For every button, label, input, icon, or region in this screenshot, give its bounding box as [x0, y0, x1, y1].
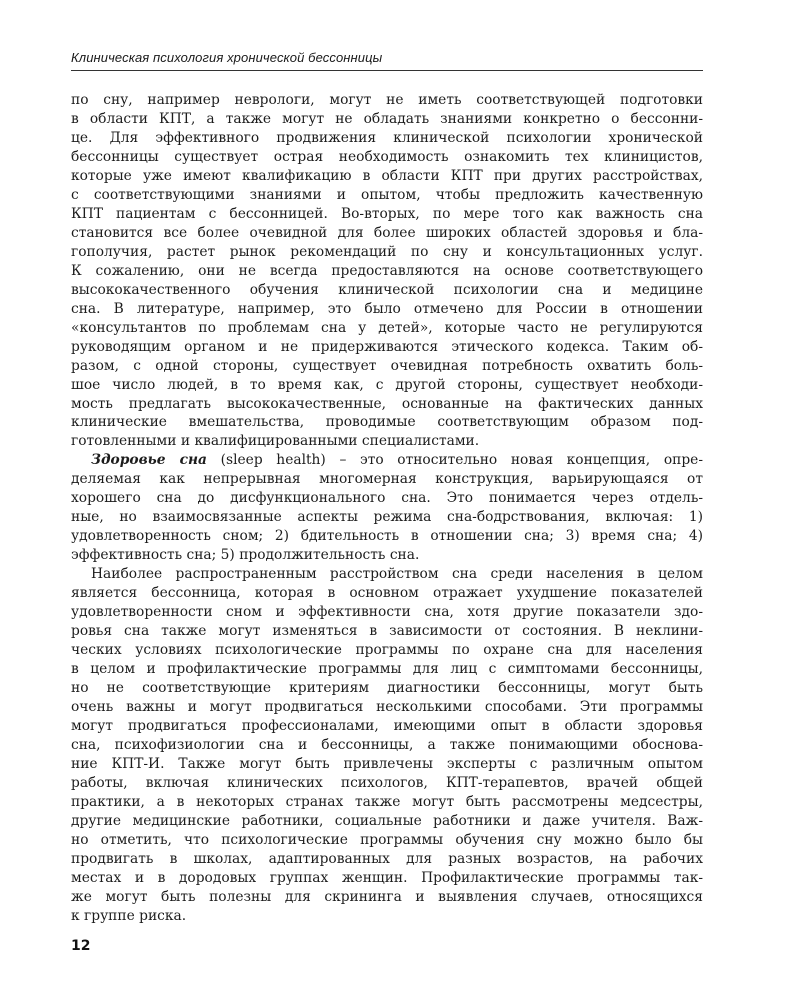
text-line: мость предлагать высококачественные, основанные на фактических данных	[71, 395, 703, 412]
paragraph-2	[71, 451, 703, 565]
text-line: же могут быть полезны для скрининга и выявления случаев, относящихся	[71, 888, 703, 905]
term-definition-start: (sleep health) – это относительно новая концепция, опре-	[207, 452, 703, 469]
page-number: 12	[71, 938, 91, 954]
text-line: ческих условиях психологические программы по охране сна для населения	[71, 642, 703, 659]
text-line: К сожалению, они не всегда предоставляются на основе соответствующего	[71, 262, 703, 279]
running-header: Клиническая психология хронической бессонницы	[71, 50, 383, 65]
text-line: гополучия, растет рынок рекомендаций по сну и консультационных услуг.	[71, 243, 703, 260]
text-line: сна. В литературе, например, это было отмечено для России в отношении	[71, 300, 703, 317]
paragraph-3	[71, 565, 703, 925]
text-line: ние КПТ-И. Также могут быть привлечены эксперты с различным опытом	[71, 755, 703, 772]
text-line: могут продвигаться профессионалами, имеющими опыт в области здоровья	[71, 717, 703, 734]
text-line: руководящим органом и не придерживаются этического кодекса. Таким об-	[71, 338, 703, 355]
text-line: Наиболее распространенным расстройством сна среди населения в целом	[91, 566, 703, 583]
text-line: местах и в дородовых группах женщин. Профилактические программы так-	[71, 869, 703, 886]
text-line: практики, а в некоторых странах также могут быть рассмотрены медсестры,	[71, 793, 703, 810]
paragraph-2-first-line	[71, 451, 703, 470]
text-line: очень важны и могут продвигаться несколькими способами. Эти программы	[71, 699, 703, 715]
text-line: клинические вмешательства, проводимые соответствующим образом под-	[71, 414, 703, 431]
text-line: КПТ пациентам с бессонницей. Во-вторых, по мере того как важность сна	[71, 205, 703, 222]
text-line: в целом и профилактические программы для лиц с симптомами бессонницы,	[71, 661, 703, 678]
text-line: работы, включая клинических психологов, КПТ-терапевтов, врачей общей	[71, 774, 703, 791]
text-line: бессонницы существует острая необходимость ознакомить тех клиницистов,	[71, 148, 703, 165]
text-line: в области КПТ, а также могут не обладать знаниями конкретно о бессонни-	[71, 110, 703, 127]
paragraph-1	[71, 91, 703, 451]
body-text	[71, 91, 703, 926]
text-line: ные, но взаимосвязанные аспекты режима сна-бодрствования, включая: 1)	[71, 509, 703, 526]
text-line: по сну, например неврологи, могут не иметь соответствующей подготовки	[71, 92, 703, 108]
text-line: другие медицинские работники, социальные работники и даже учителя. Важ-	[71, 812, 703, 829]
text-line: разом, с одной стороны, существует очевидная потребность охватить боль-	[71, 357, 703, 374]
header-rule	[71, 70, 703, 71]
text-line: становится все более очевидной для более широких областей здоровья и бла-	[71, 224, 703, 241]
text-line: «консультантов по проблемам сна у детей», которые часто не регулируются	[71, 319, 703, 336]
text-line: продвигать в школах, адаптированных для разных возрастов, на рабочих	[71, 850, 703, 867]
text-line: деляемая как непрерывная многомерная конструкция, варьирующаяся от	[71, 471, 703, 488]
text-line: готовленными и квалифицированными специалистами.	[71, 433, 480, 450]
text-line: к группе риска.	[71, 907, 187, 924]
text-line: ровья сна также могут изменяться в зависимости от состояния. В неклини-	[71, 623, 703, 640]
text-line: удовлетворенность сном; 2) бдительность в отношении сна; 3) время сна; 4)	[71, 528, 703, 545]
text-line: эффективность сна; 5) продолжительность сна.	[71, 547, 420, 564]
text-line: является бессонница, которая в основном отражает ухудшение показателей	[71, 585, 703, 602]
text-line: но отметить, что психологические программы обучения сну можно было бы	[71, 831, 703, 848]
text-line: сна, психофизиологии сна и бессонницы, а также понимающими обоснова-	[71, 736, 703, 753]
text-line: шое число людей, в то время как, с другой стороны, существует необходи-	[71, 376, 703, 393]
text-line: це. Для эффективного продвижения клинической психологии хронической	[71, 129, 703, 146]
text-line: высококачественного обучения клинической психологии сна и медицине	[71, 281, 703, 298]
text-line: но не соответствующие критериям диагностики бессонницы, могут быть	[71, 680, 703, 697]
text-line: хорошего сна до дисфункционального сна. Это понимается через отдель-	[71, 490, 703, 507]
text-line: с соответствующими знаниями и опытом, чтобы предложить качественную	[71, 186, 703, 203]
term-sleep-health: Здоровье сна	[91, 452, 207, 469]
text-line: которые уже имеют квалификацию в области КПТ при других расстройствах,	[71, 167, 703, 184]
text-line: удовлетворенности сном и эффективности сна, хотя другие показатели здо-	[71, 604, 703, 621]
